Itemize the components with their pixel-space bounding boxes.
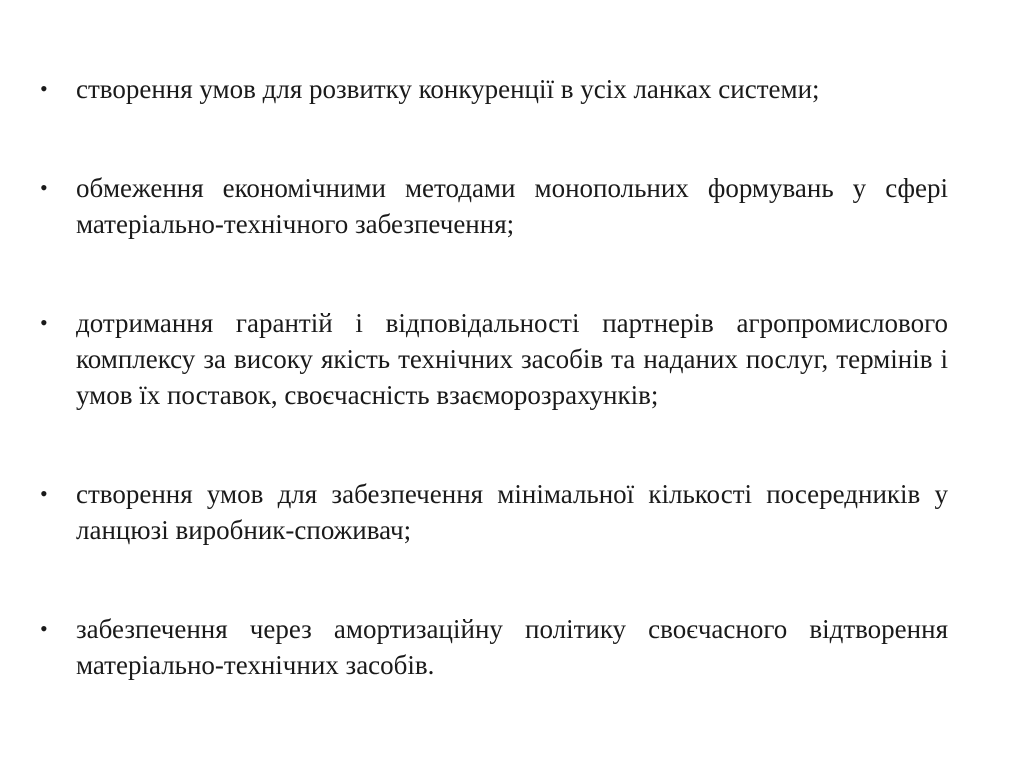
list-item-text: створення умов для розвитку конкуренції в усіх ланках системи; <box>76 74 820 104</box>
bullet-icon: • <box>40 481 48 506</box>
list-item <box>40 305 948 413</box>
list-item <box>40 71 948 107</box>
list-item-text: дотримання гарантій і відповідальності партнерів агропромислового комплексу за високу якість технічних засобів та наданих послуг, термінів і умов їх поставок, своєчасність взаєморозрахунків; <box>76 308 948 410</box>
bullet-icon: • <box>40 76 48 101</box>
bullet-icon: • <box>40 175 48 200</box>
bullet-list <box>40 71 948 683</box>
list-item-text: створення умов для забезпечення мінімальної кількості посередників у ланцюзі виробник-споживач; <box>76 479 948 545</box>
bullet-icon: • <box>40 310 48 335</box>
bullet-icon: • <box>40 616 48 641</box>
list-item <box>40 476 948 548</box>
list-item-text: обмеження економічними методами монопольних формувань у сфері матеріально-технічного забезпечення; <box>76 173 948 239</box>
list-item <box>40 170 948 242</box>
list-item <box>40 611 948 683</box>
list-item-text: забезпечення через амортизаційну політику своєчасного відтворення матеріально-технічних засобів. <box>76 614 948 680</box>
